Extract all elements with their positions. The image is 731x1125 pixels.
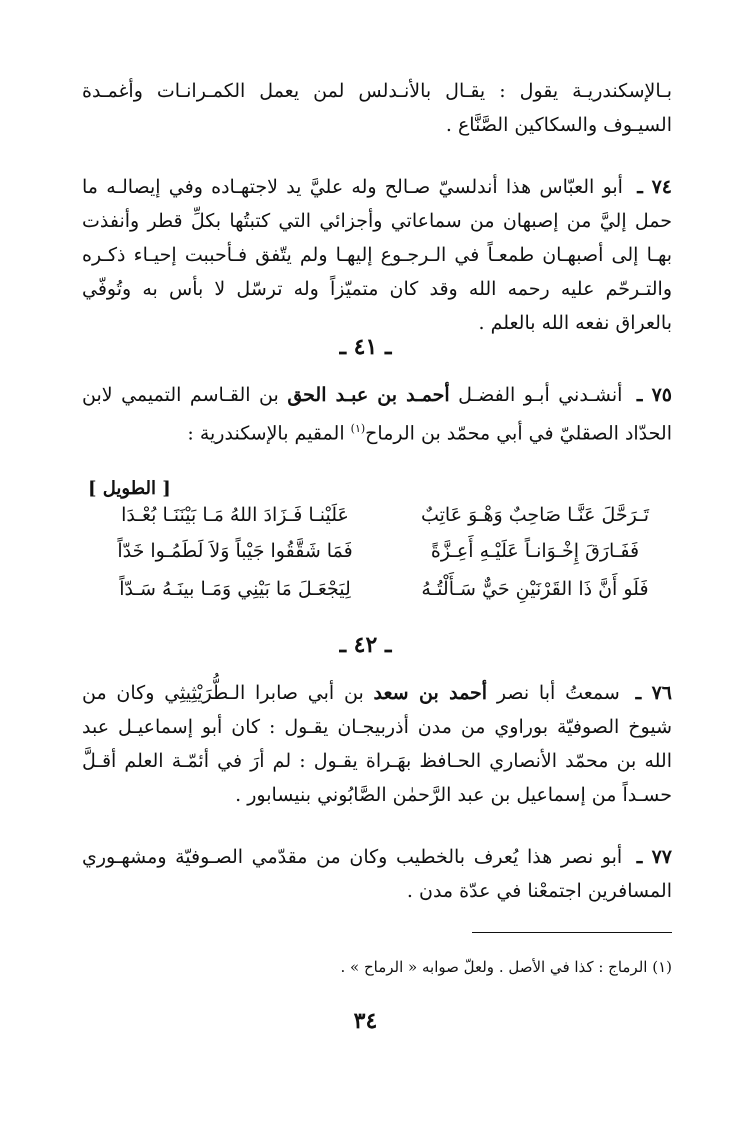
verse-second-hemistich: لِيَجْعَـلَ مَا بَيْنِي وَمَـا بينَـهُ سَـدّاً (119, 578, 351, 600)
person-name-ahmad-ibn-abd-alhaqq: أحمـد بن عبـد الحق (287, 384, 450, 406)
verse-line (100, 578, 670, 612)
verse-line (100, 504, 670, 538)
verse-first-hemistich: فَفَـارَقَ إِخْـوَانـاً عَلَيْـهِ أَعِـزَّةً (430, 540, 640, 562)
paragraph-75-post: بن القـاسم التميمي لابن الحدّاد الصقليّ في أبي محمّد بن الرماح (82, 384, 672, 445)
section-heading-41: ـ ٤١ ـ (339, 334, 392, 360)
verse-second-hemistich: فَمَا شَقَّقُوا جَيْباً وَلاَ لَطَمُـوا خَدّاً (117, 540, 353, 562)
entry-number-77: ٧٧ ـ (636, 846, 672, 868)
entry-number-76: ٧٦ ـ (635, 682, 672, 704)
verse-line (100, 540, 670, 574)
footnote-divider (472, 932, 672, 933)
paragraph-intro (82, 74, 672, 142)
entry-number-75: ٧٥ ـ (636, 384, 672, 406)
poetic-meter-label: [ الطويل ] (88, 478, 171, 499)
footnote-ref-1: (١) (350, 422, 366, 435)
paragraph-77 (82, 840, 672, 908)
paragraph-76-post: بن أبي صابرا الـطُّرَيْثِيثِي وكان من شيوخ الصوفيّة بوراوي من مدن أذربيجـان يقـول : كان أبو إسماعيـل عبد الله بن محمّد الأنصاري الحـافظ بهَـراة يقـول : لم أرَ في أئمّـة العلم أقـلَّ حسـداً من إسماعيل بن عبد الرَّحمٰن الصَّابُوني بنيسابور . (82, 682, 672, 806)
paragraph-76-pre: سمعتُ أبا نصر (496, 682, 620, 704)
paragraph-74 (82, 170, 672, 340)
paragraph-74-text: أبو العبّاس هذا أندلسيّ صـالح وله عليَّ يد لاجتهـاده وفي إيصالـه ما حمل إليَّ من إصبهان من سماعاتي وأجزائي التي كتبتُها بكلِّ قطر وأنفذت بهـا إلى أصبهـان طمعـاً في الـرجـوع إليهـا ولم يتّفق فـأحببت إحيـاء ذكـره والتـرحّم عليه رحمه الله وقد كان متميّزاً وله ترسّل لا بأس به وتُوفّي بالعراق نفعه الله بالعلم . (82, 176, 672, 334)
paragraph-77-text: أبو نصر هذا يُعرف بالخطيب وكان من مقدّمي الصـوفيّة ومشهـوري المسافرين اجتمعْنا في عدّة مدن . (82, 846, 672, 902)
section-heading-42: ـ ٤٢ ـ (339, 632, 392, 658)
paragraph-intro-text: بـالإسكندريـة يقول : يقـال بالأنـدلس لمن يعمل الكمـرانـات وأغمـدة السيـوف والسكاكين الصَّنَّاع . (82, 80, 672, 136)
paragraph-76 (82, 676, 672, 812)
entry-number-74: ٧٤ ـ (637, 176, 672, 198)
footnote: (١) الرماج : كذا في الأصل . ولعلّ صوابه « الرماح » . (340, 958, 672, 976)
paragraph-75-pre: أنشـدني أبـو الفضـل (458, 384, 623, 406)
paragraph-75 (82, 378, 672, 450)
verse-first-hemistich: فَلَو أَنَّ ذَا القَرْنَيْنِ حَيٌّ سَـأَلْتُـهُ (421, 578, 649, 600)
page-number: ٣٤ (353, 1008, 378, 1034)
verse-first-hemistich: تَـرَحَّلَ عَنَّـا صَاحِبٌ وَهْـوَ عَاتِبٌ (420, 504, 650, 526)
paragraph-75-end: المقيم بالإسكندرية : (187, 422, 345, 445)
person-name-ahmad-ibn-sad: أحمد بن سعد (373, 682, 488, 704)
verse-second-hemistich: عَلَيْنـا فَـزَادَ اللهُ مَـا بَيْنَنَـا بُعْـدَا (121, 504, 349, 526)
